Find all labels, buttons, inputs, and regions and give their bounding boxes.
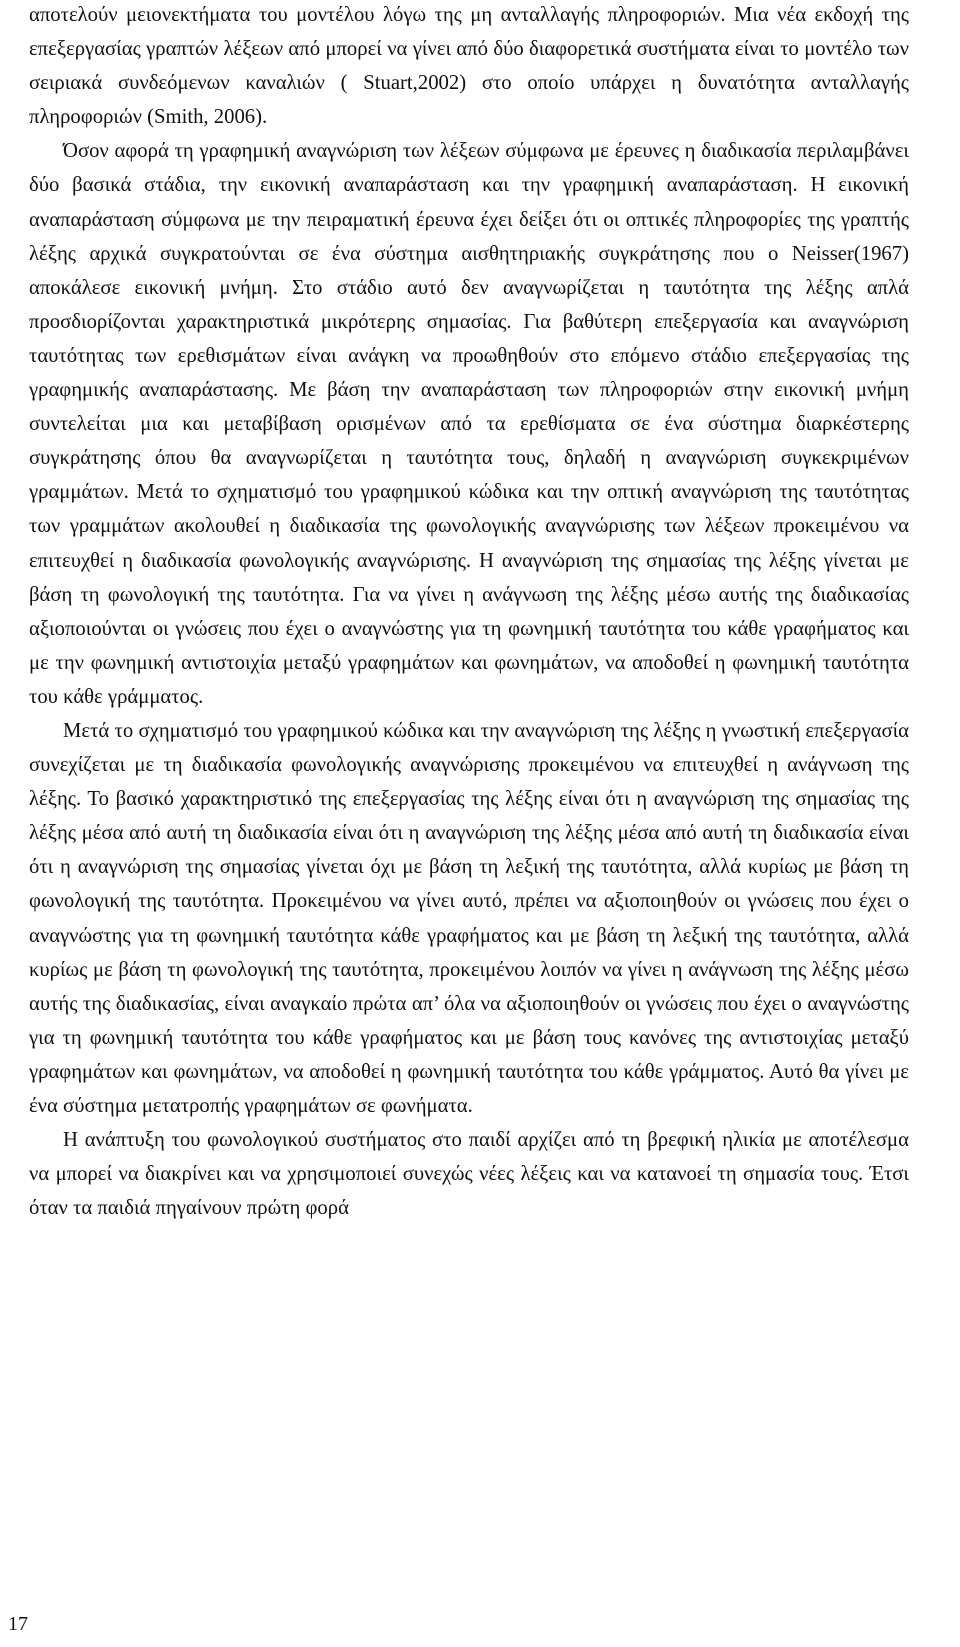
paragraph-graphemic-recognition: Όσον αφορά τη γραφημική αναγνώριση των λέξεων σύμφωνα με έρευνες η διαδικασία περιλαμβάνει δύο βασικά στάδια, την εικονική αναπαράσταση και την γραφημική αναπαράσταση. Η εικονική αναπαράσταση σύμφωνα με την πειραματική έρευνα έχει δείξει ότι οι οπτικές πληροφορίες της γραπτής λέξης αρχικά συγκρατούνται σε ένα σύστημα αισθητηριακής συγκράτησης που ο Neisser(1967) αποκάλεσε εικονική μνήμη. Στο στάδιο αυτό δεν αναγνωρίζεται η ταυτότητα της λέξης απλά προσδιορίζονται χαρακτηριστικά μικρότερης σημασίας. Για βαθύτερη επεξεργασία και αναγνώριση ταυτότητας των ερεθισμάτων είναι ανάγκη να προωθηθούν στο επόμενο στάδιο επεξεργασίας της γραφημικής αναπαράστασης. Με βάση την αναπαράσταση των πληροφοριών στην εικονική μνήμη συντελείται μια και μεταβίβαση ορισμένων από τα ερεθίσματα σε ένα σύστημα διαρκέστερης συγκράτησης όπου θα αναγνωρίζεται η ταυτότητα τους, δηλαδή η αναγνώριση συγκεκριμένων γραμμάτων. Μετά το σχηματισμό του γραφημικού κώδικα και την οπτική αναγνώριση της ταυτότητας των γραμμάτων ακολουθεί η διαδικασία της φωνολογικής αναγνώρισης των λέξεων προκειμένου να επιτευχθεί η διαδικασία φωνολογικής αναγνώρισης. Η αναγνώριση της σημασίας της λέξης γίνεται με βάση τη φωνολογική της ταυτότητα. Για να γίνει η ανάγνωση της λέξης μέσω αυτής της διαδικασίας αξιοποιούνται οι γνώσεις που έχει ο αναγνώστης για τη φωνημική ταυτότητα του κάθε γραφήματος και με την φωνημική αντιστοιχία μεταξύ γραφημάτων και φωνημάτων, να αποδοθεί η φωνημική ταυτότητα του κάθε γράμματος. [29,140,909,708]
page-number: 17 [8,1613,28,1635]
paragraph-phonological-processing: Μετά το σχηματισμό του γραφημικού κώδικα και την αναγνώριση της λέξης η γνωστική επεξεργασία συνεχίζεται με τη διαδικασία φωνολογικής αναγνώρισης προκειμένου να επιτευχθεί η ανάγνωση της λέξης. Το βασικό χαρακτηριστικό της επεξεργασίας της λέξης είναι ότι η αναγνώριση της σημασίας της λέξης μέσα από αυτή τη διαδικασία είναι ότι η αναγνώριση της λέξης μέσα από αυτή τη διαδικασία είναι ότι η αναγνώριση της σημασίας γίνεται όχι με βάση τη λεξική της ταυτότητα, αλλά κυρίως με βάση τη φωνολογική της ταυτότητα. Προκειμένου να γίνει αυτό, πρέπει να αξιοποιηθούν οι γνώσεις που έχει ο αναγνώστης για τη φωνημική ταυτότητα κάθε γραφήματος και με βάση τη λεξική της ταυτότητα, αλλά κυρίως με βάση τη φωνολογική της ταυτότητα, προκειμένου λοιπόν να γίνει η ανάγνωση της λέξης μέσω αυτής της διαδικασίας, είναι αναγκαίο πρώτα απ’ όλα να αξιοποιηθούν οι γνώσεις που έχει ο αναγνώστης για τη φωνημική ταυτότητα του κάθε γραφήματος και με βάση τους κανόνες της αντιστοιχίας μεταξύ γραφημάτων και φωνημάτων, να αποδοθεί η φωνημική ταυτότητα του κάθε γράμματος. Αυτό θα γίνει με ένα σύστημα μετατροπής γραφημάτων σε φωνήματα. [29,719,909,1117]
paragraph-phonological-development: Η ανάπτυξη του φωνολογικού συστήματος στο παιδί αρχίζει από τη βρεφική ηλικία με αποτέλεσμα να μπορεί να διακρίνει και να χρησιμοποιεί συνεχώς νέες λέξεις και να κατανοεί τη σημασία τους. Έτσι όταν τα παιδιά πηγαίνουν πρώτη φορά [29,1129,909,1220]
paragraph-continuation: αποτελούν μειονεκτήματα του μοντέλου λόγω της μη ανταλλαγής πληροφοριών. Μια νέα εκδοχή της επεξεργασίας γραπτών λέξεων από μπορεί να γίνει από δύο διαφορετικά συστήματα είναι το μοντέλο των σειριακά συνδεόμενων καναλιών ( Stuart,2002) στο οποίο υπάρχει η δυνατότητα ανταλλαγής πληροφοριών (Smith, 2006). [29,4,909,129]
body-text [29,0,909,1225]
